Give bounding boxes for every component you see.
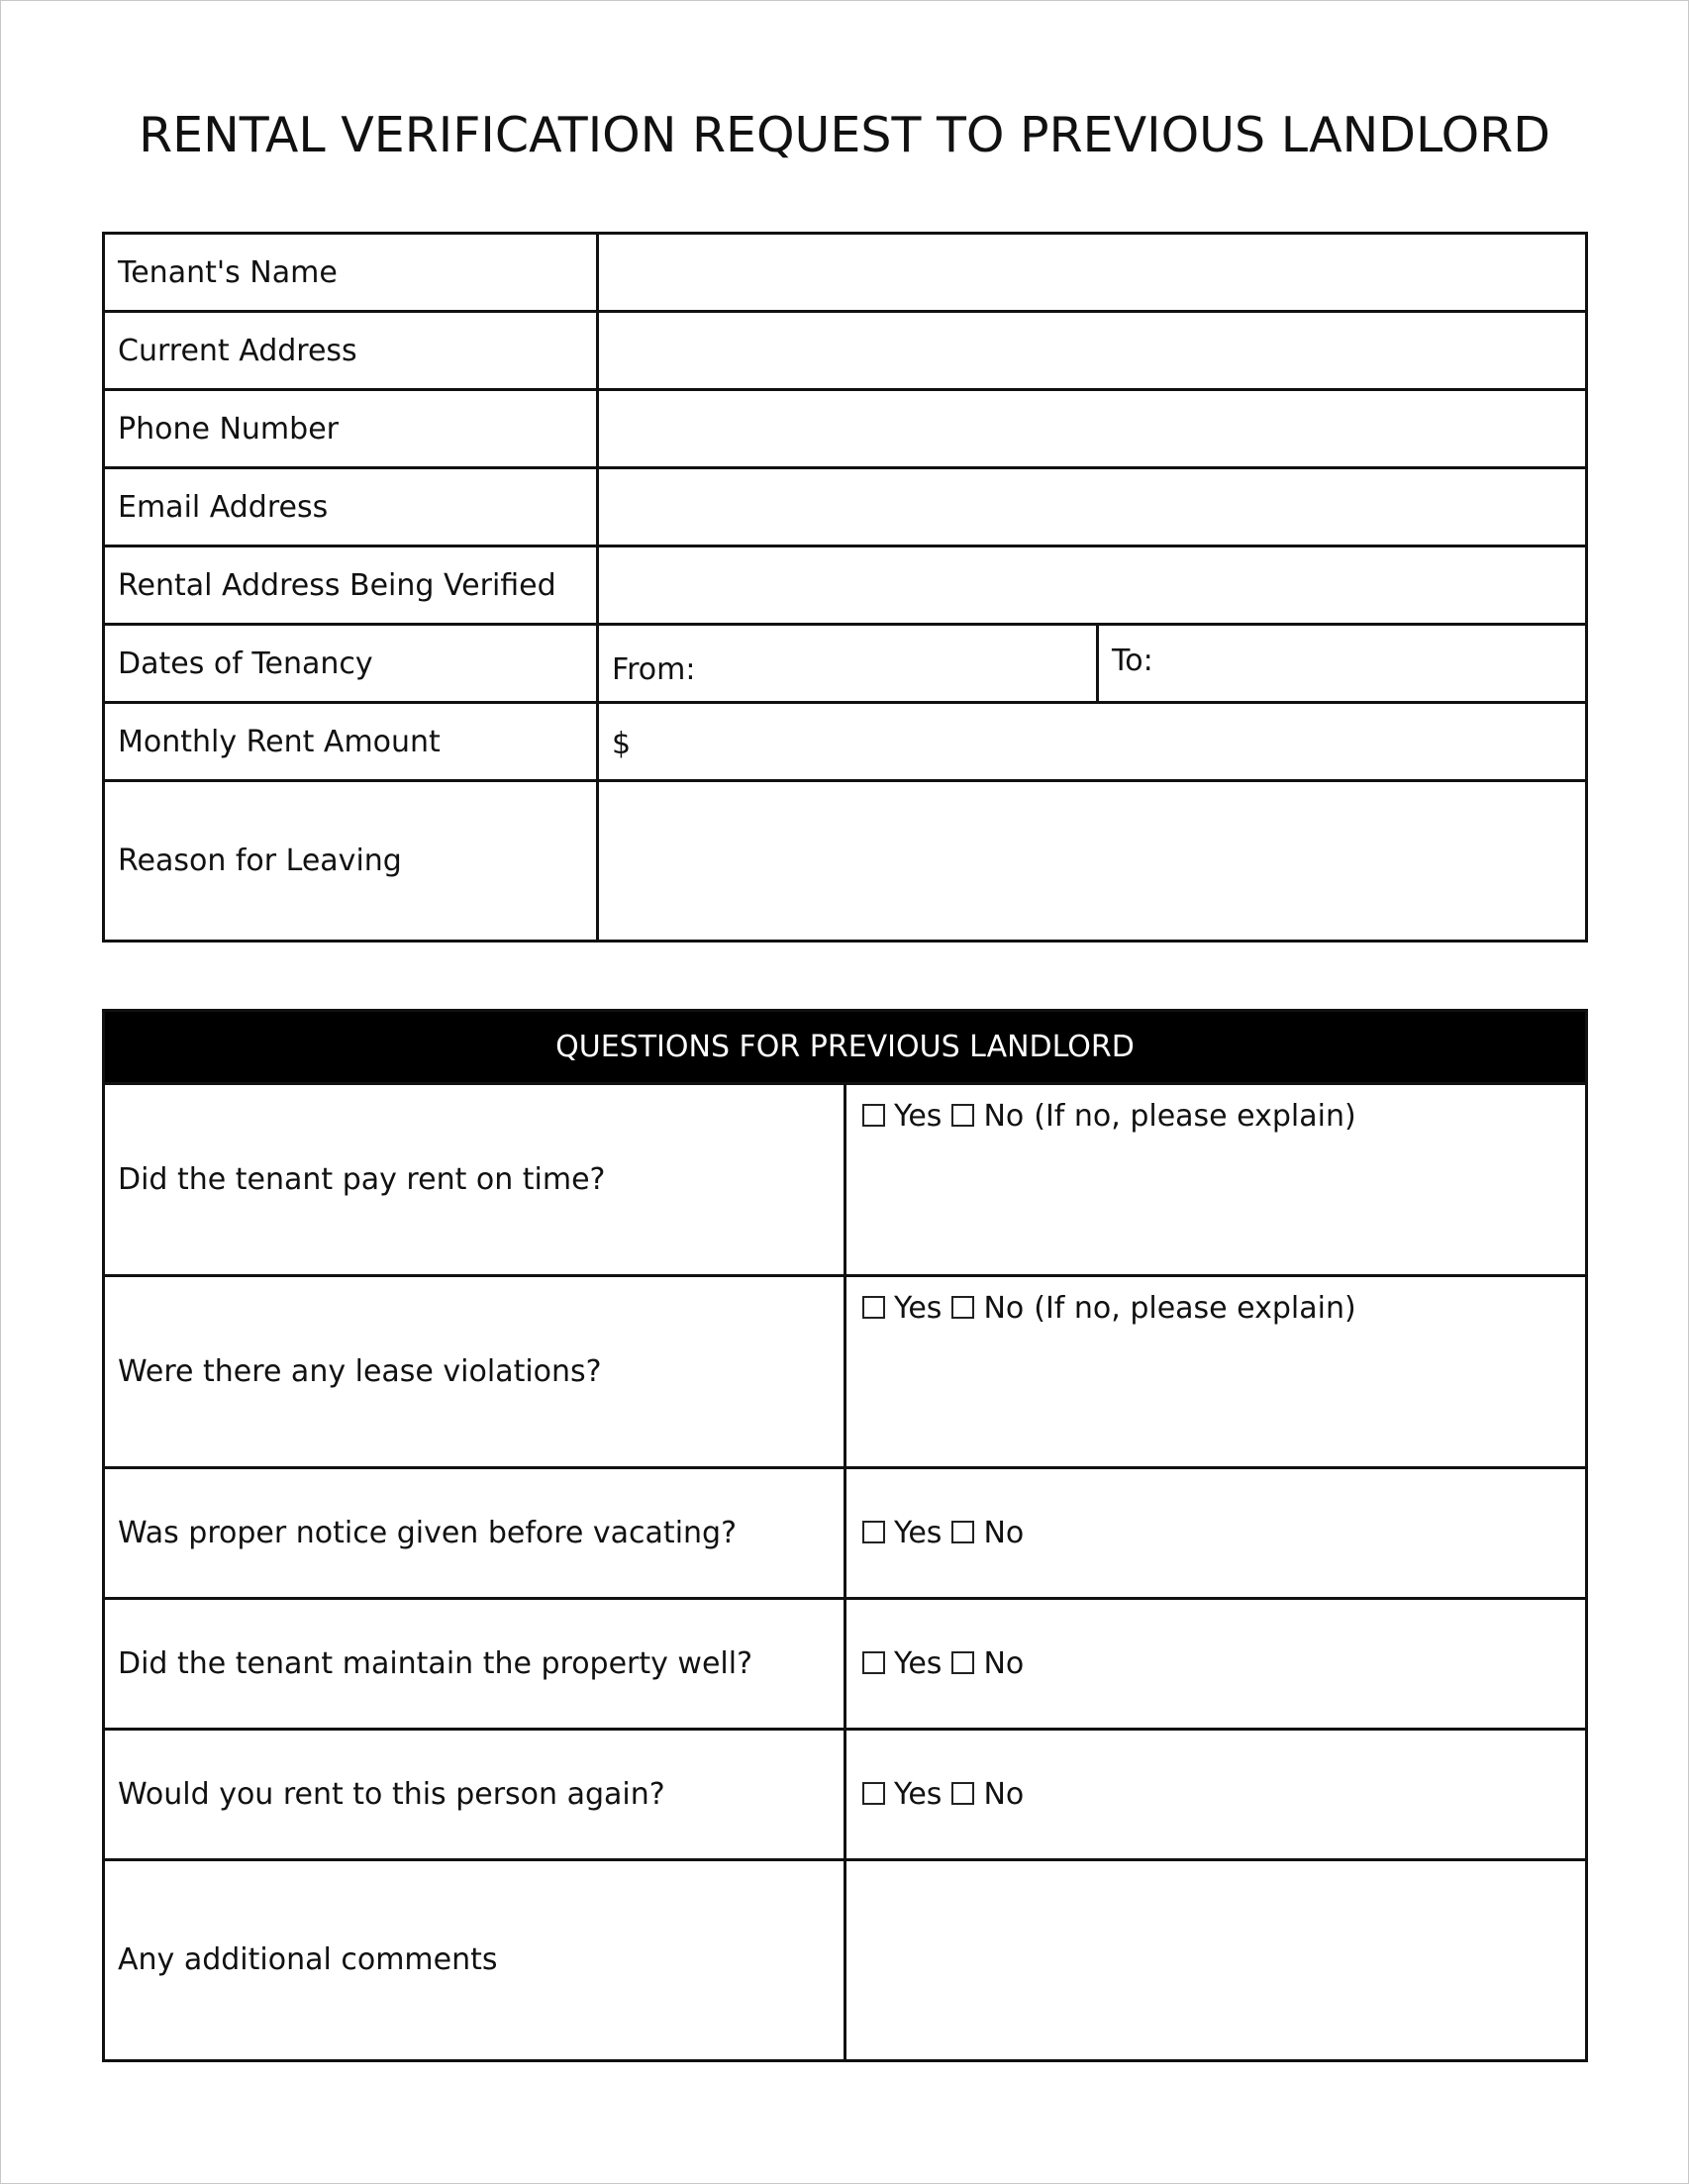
current-address-label: Current Address: [104, 312, 598, 390]
table-row: [104, 468, 1587, 546]
checkbox-icon[interactable]: [951, 1782, 974, 1805]
table-row: [104, 312, 1587, 390]
question-rent-again: Would you rent to this person again?: [104, 1730, 845, 1860]
yes-option[interactable]: [862, 1646, 942, 1681]
tenant-info-table: [102, 232, 1588, 943]
no-option[interactable]: [951, 1291, 1024, 1326]
checkbox-icon[interactable]: [862, 1651, 885, 1674]
yes-label: Yes: [894, 1777, 943, 1812]
table-row: [104, 234, 1587, 312]
yes-option[interactable]: [862, 1777, 942, 1812]
checkbox-icon[interactable]: [862, 1104, 885, 1127]
checkbox-icon[interactable]: [951, 1651, 974, 1674]
phone-number-label: Phone Number: [104, 390, 598, 468]
answer-rent-on-time: [845, 1084, 1587, 1276]
rental-address-field[interactable]: [598, 546, 1587, 625]
table-row: [104, 781, 1587, 942]
tenancy-to-field[interactable]: [1099, 626, 1585, 701]
yes-label: Yes: [894, 1291, 943, 1326]
no-label: No: [983, 1099, 1025, 1134]
answer-maintain-property: [845, 1599, 1587, 1730]
rental-address-label: Rental Address Being Verified: [104, 546, 598, 625]
monthly-rent-field[interactable]: [598, 703, 1587, 781]
yes-option[interactable]: [862, 1291, 942, 1326]
reason-for-leaving-field[interactable]: [598, 781, 1587, 942]
additional-comments-field[interactable]: [845, 1860, 1587, 2061]
landlord-questions-table: [102, 1009, 1588, 2062]
table-row: [104, 1730, 1587, 1860]
email-address-label: Email Address: [104, 468, 598, 546]
dates-of-tenancy-label: Dates of Tenancy: [104, 625, 598, 703]
questions-header: QUESTIONS FOR PREVIOUS LANDLORD: [104, 1011, 1587, 1084]
no-option[interactable]: [951, 1099, 1024, 1134]
yes-label: Yes: [894, 1646, 943, 1681]
yes-label: Yes: [894, 1516, 943, 1550]
checkbox-icon[interactable]: [951, 1296, 974, 1319]
question-rent-on-time: Did the tenant pay rent on time?: [104, 1084, 845, 1276]
checkbox-icon[interactable]: [862, 1782, 885, 1805]
answer-lease-violations: [845, 1276, 1587, 1468]
question-proper-notice: Was proper notice given before vacating?: [104, 1468, 845, 1599]
document-title: RENTAL VERIFICATION REQUEST TO PREVIOUS LANDLORD: [139, 107, 1550, 163]
tenant-name-field[interactable]: [598, 234, 1587, 312]
additional-comments-label: Any additional comments: [104, 1860, 845, 2061]
table-header-row: [104, 1011, 1587, 1084]
checkbox-icon[interactable]: [862, 1296, 885, 1319]
tenancy-from-field[interactable]: [599, 626, 1099, 701]
question-maintain-property: Did the tenant maintain the property well?: [104, 1599, 845, 1730]
email-address-field[interactable]: [598, 468, 1587, 546]
phone-number-field[interactable]: [598, 390, 1587, 468]
dollar-sign: $: [612, 726, 632, 761]
table-row: [104, 1084, 1587, 1276]
table-row: [104, 1860, 1587, 2061]
monthly-rent-label: Monthly Rent Amount: [104, 703, 598, 781]
question-lease-violations: Were there any lease violations?: [104, 1276, 845, 1468]
yes-option[interactable]: [862, 1099, 942, 1134]
no-option[interactable]: [951, 1646, 1024, 1681]
checkbox-icon[interactable]: [951, 1104, 974, 1127]
no-label: No: [983, 1646, 1025, 1681]
answer-rent-again: [845, 1730, 1587, 1860]
explain-label: (If no, please explain): [1034, 1099, 1356, 1134]
current-address-field[interactable]: [598, 312, 1587, 390]
no-label: No: [983, 1516, 1025, 1550]
no-label: No: [983, 1291, 1025, 1326]
table-row: [104, 546, 1587, 625]
answer-proper-notice: [845, 1468, 1587, 1599]
table-row: [104, 703, 1587, 781]
table-row: [104, 1599, 1587, 1730]
table-row: [104, 390, 1587, 468]
yes-option[interactable]: [862, 1516, 942, 1550]
yes-label: Yes: [894, 1099, 943, 1134]
no-option[interactable]: [951, 1777, 1024, 1812]
from-label: From:: [612, 651, 696, 687]
no-option[interactable]: [951, 1516, 1024, 1550]
table-row: [104, 1276, 1587, 1468]
reason-for-leaving-label: Reason for Leaving: [104, 781, 598, 942]
table-row: [104, 625, 1587, 703]
table-row: [104, 1468, 1587, 1599]
to-label: To:: [1112, 643, 1153, 678]
checkbox-icon[interactable]: [862, 1521, 885, 1543]
checkbox-icon[interactable]: [951, 1521, 974, 1543]
explain-label: (If no, please explain): [1034, 1291, 1356, 1326]
no-label: No: [983, 1777, 1025, 1812]
dates-of-tenancy-cell: [598, 625, 1587, 703]
tenant-name-label: Tenant's Name: [104, 234, 598, 312]
